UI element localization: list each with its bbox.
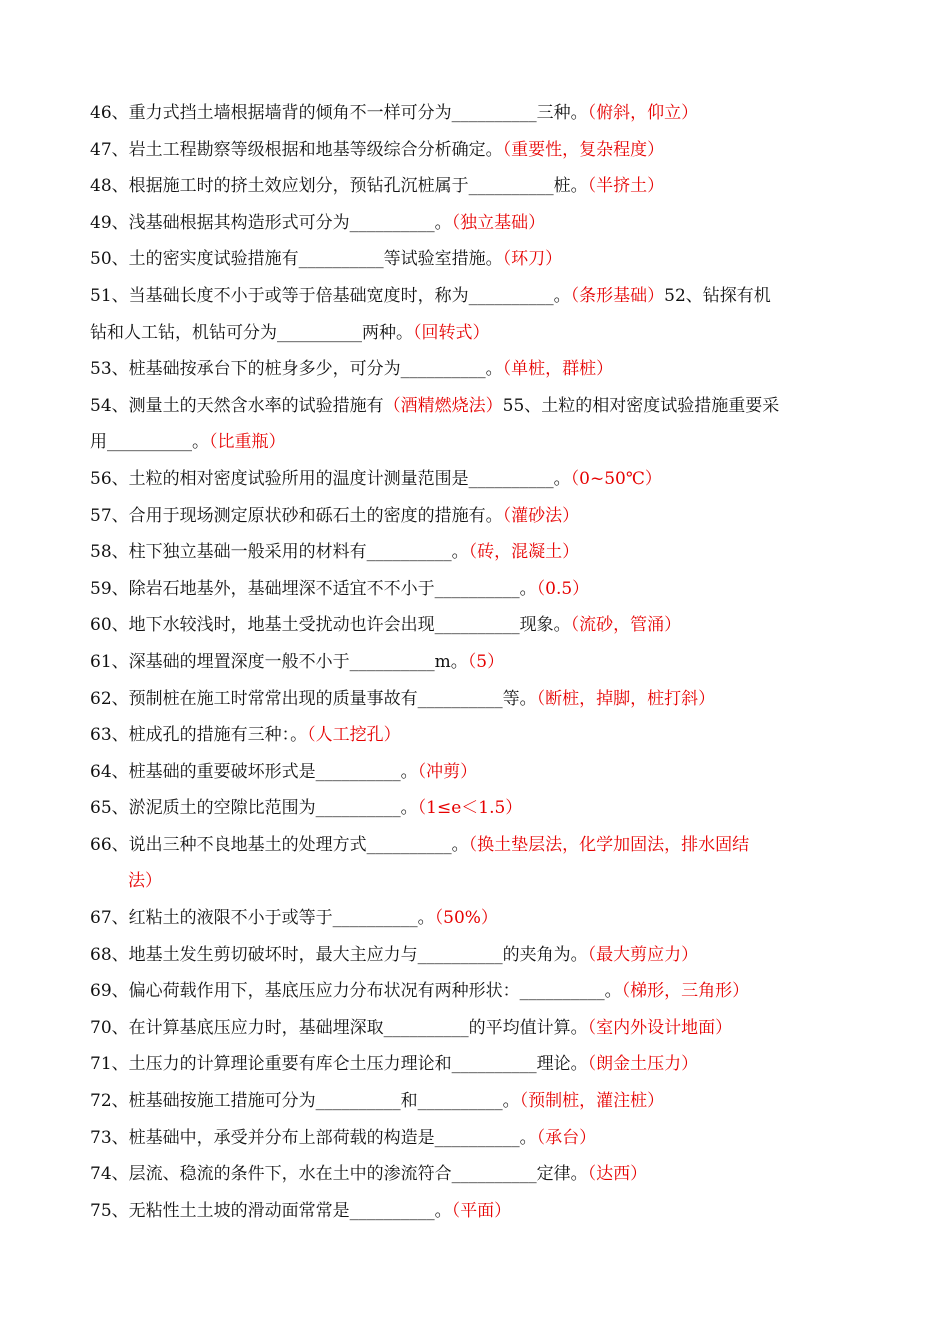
question-text: 66、说出三种不良地基土的处理方式__________。 [90, 834, 469, 855]
question-text: 72、桩基础按施工措施可分为__________和__________。 [90, 1091, 520, 1112]
question-line-49 [90, 205, 862, 242]
question-text: 56、土粒的相对密度试验所用的温度计测量范围是__________。 [90, 468, 571, 489]
question-text: 钻和人工钻，机钻可分为__________两种。 [90, 322, 413, 343]
answer-text: 法） [128, 871, 162, 892]
question-text: 69、偏心荷载作用下，基底压应力分布状况有两种形状：__________。 [90, 981, 622, 1002]
question-line-46 [90, 95, 862, 132]
question-text: 70、在计算基底压应力时，基础埋深取__________的平均值计算。 [90, 1017, 588, 1038]
answer-text: （重要性，复杂程度） [502, 139, 665, 160]
answer-text: （50%） [434, 908, 498, 929]
answer-text: （半挤土） [587, 176, 665, 197]
question-text: 47、岩土工程勘察等级根据和地基等级综合分析确定。 [90, 139, 503, 160]
answer-text: （朗金土压力） [587, 1054, 699, 1075]
answer-text: （平面） [451, 1200, 512, 1221]
question-text: 68、地基土发生剪切破坏时，最大主应力与__________的夹角为。 [90, 944, 588, 965]
question-list [90, 95, 862, 1229]
answer-text: （5） [467, 651, 505, 672]
answer-text: （室内外设计地面） [587, 1017, 733, 1038]
answer-text: （换土垫层法，化学加固法，排水固结 [468, 834, 750, 855]
answer-text: （流砂，管涌） [570, 615, 682, 636]
answer-text: （达西） [587, 1164, 648, 1185]
question-line-53 [90, 351, 862, 388]
answer-text: （梯形，三角形） [621, 981, 750, 1002]
answer-text: （俯斜，仰立） [587, 103, 699, 123]
answer-text: （砖，混凝土） [468, 542, 580, 563]
question-line-72 [90, 1083, 862, 1120]
answer-text: （人工挖孔） [307, 725, 401, 746]
question-line-51 [90, 278, 862, 315]
question-text: 62、预制桩在施工时常常出现的质量事故有__________等。 [90, 688, 537, 709]
answer-text: （1≤e＜1.5） [417, 798, 523, 819]
answer-text: （比重瓶） [209, 432, 286, 453]
answer-text: （条形基础） [570, 285, 665, 306]
question-text: 用__________。 [90, 432, 209, 453]
question-line-63 [90, 717, 862, 754]
question-text-continued: 55、土粒的相对密度试验措施重要采 [502, 395, 780, 416]
question-text: 53、桩基础按承台下的桩身多少，可分为__________。 [90, 359, 503, 380]
answer-text: （环刀） [502, 249, 563, 270]
question-text: 48、根据施工时的挤土效应划分，预钻孔沉桩属于__________桩。 [90, 176, 588, 197]
question-line-66 [90, 827, 862, 864]
question-text: 67、红粘土的液限不小于或等于__________。 [90, 908, 435, 929]
answer-text: （承台） [536, 1127, 597, 1148]
answer-text: （单桩，群桩） [502, 359, 614, 380]
question-line-71 [90, 1046, 862, 1083]
question-line-73 [90, 1120, 862, 1157]
question-line-59 [90, 571, 862, 608]
question-line-67 [90, 900, 862, 937]
question-text: 51、当基础长度不小于或等于倍基础宽度时，称为__________。 [90, 285, 571, 306]
answer-text: （灌砂法） [502, 505, 580, 526]
answer-text: （0.5） [536, 578, 590, 599]
question-text: 50、土的密实度试验措施有__________等试验室措施。 [90, 249, 503, 270]
question-line-74 [90, 1156, 862, 1193]
question-text: 74、层流、稳流的条件下，水在土中的渗流符合__________定律。 [90, 1164, 588, 1185]
question-line-69 [90, 973, 862, 1010]
question-line-62 [90, 681, 862, 718]
question-text: 59、除岩石地基外，基础埋深不适宜不不小于__________。 [90, 578, 537, 599]
question-text: 61、深基础的埋置深度一般不小于__________m。 [90, 651, 468, 672]
question-line-50 [90, 241, 862, 278]
question-text: 64、桩基础的重要破坏形式是__________。 [90, 761, 418, 782]
question-line-56 [90, 461, 862, 498]
question-line-55-cont [90, 424, 862, 461]
question-text: 73、桩基础中，承受并分布上部荷载的构造是__________。 [90, 1127, 537, 1148]
question-text: 57、合用于现场测定原状砂和砾石土的密度的措施有。 [90, 505, 503, 526]
question-text-continued: 52、钻探有机 [664, 285, 771, 306]
question-text: 58、柱下独立基础一般采用的材料有__________。 [90, 542, 469, 563]
question-text: 60、地下水较浅时，地基土受扰动也许会出现__________现象。 [90, 615, 571, 636]
question-line-66-cont [90, 863, 862, 900]
question-line-75 [90, 1193, 862, 1230]
answer-text: （酒精燃烧法） [383, 395, 503, 416]
question-line-58 [90, 534, 862, 571]
question-line-65 [90, 790, 862, 827]
question-line-61 [90, 644, 862, 681]
question-text: 65、淤泥质土的空隙比范围为__________。 [90, 798, 418, 819]
answer-text: （最大剪应力） [587, 944, 699, 965]
answer-text: （冲剪） [417, 761, 478, 782]
question-line-47 [90, 132, 862, 169]
question-text: 71、土压力的计算理论重要有库仑土压力理论和__________理论。 [90, 1054, 588, 1075]
answer-text: （独立基础） [451, 212, 546, 233]
question-text: 49、浅基础根据其构造形式可分为__________。 [90, 212, 452, 233]
answer-text: （预制桩，灌注桩） [519, 1091, 665, 1112]
question-line-70 [90, 1010, 862, 1047]
answer-text: （回转式） [413, 322, 490, 343]
answer-text: （0~50℃） [570, 468, 662, 489]
answer-text: （断桩，掉脚，桩打斜） [536, 688, 716, 709]
question-line-68 [90, 937, 862, 974]
question-line-57 [90, 498, 862, 535]
question-text: 63、桩成孔的措施有三种：。 [90, 725, 308, 746]
question-line-52-cont [90, 315, 862, 352]
question-line-60 [90, 607, 862, 644]
question-text: 46、重力式挡土墙根据墙背的倾角不一样可分为__________三种。 [90, 103, 588, 123]
question-text: 54、测量土的天然含水率的试验措施有 [90, 395, 384, 416]
question-text: 75、无粘性土土坡的滑动面常常是__________。 [90, 1200, 452, 1221]
question-line-48 [90, 168, 862, 205]
question-line-64 [90, 754, 862, 791]
question-line-54 [90, 388, 862, 425]
